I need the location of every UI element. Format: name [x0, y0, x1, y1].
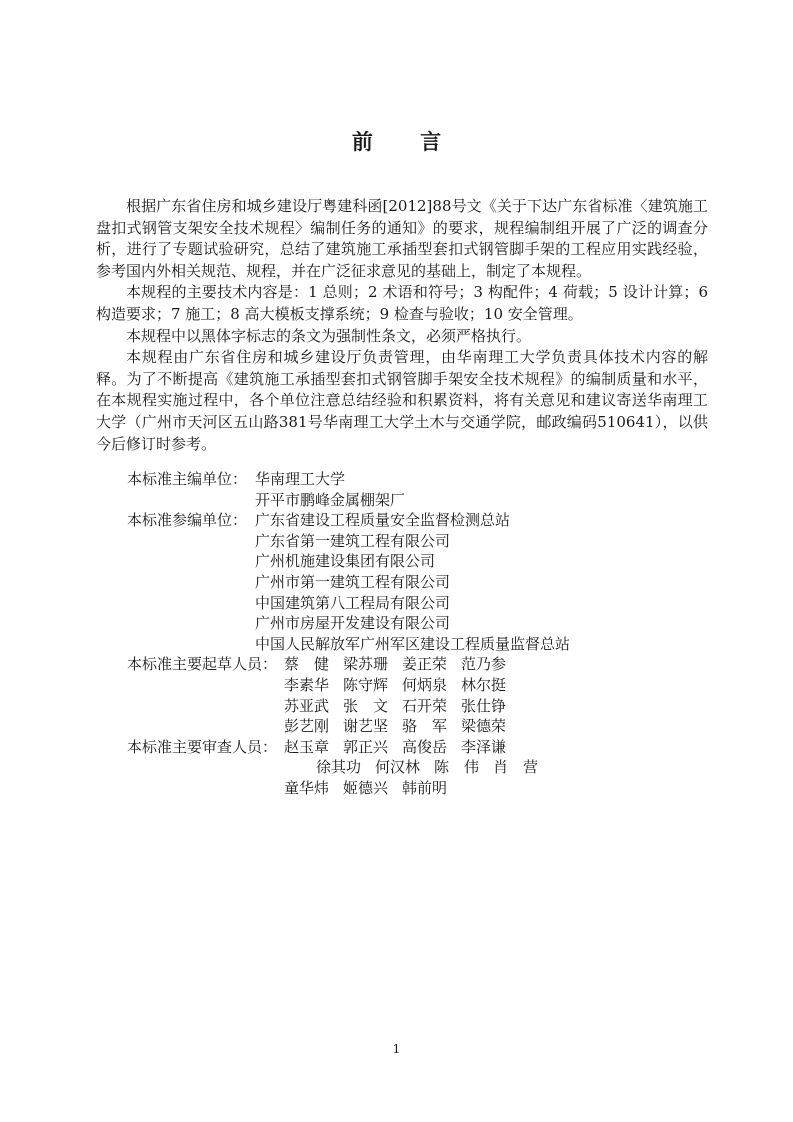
drafters-row	[127, 675, 687, 696]
chief-editor-row	[127, 490, 687, 511]
drafter-name: 李素华	[284, 675, 330, 694]
reviewer-name: 郭正兴	[343, 737, 389, 756]
participating-unit-row	[127, 634, 687, 655]
reviewer-name: 徐其功	[316, 758, 362, 777]
reviewers-row	[127, 778, 687, 799]
drafter-name: 彭艺刚	[284, 717, 330, 736]
participating-unit: 广东省第一建筑工程有限公司	[255, 531, 451, 550]
reviewer-name: 韩前明	[402, 778, 448, 797]
participating-unit: 中国建筑第八工程局有限公司	[255, 593, 451, 612]
drafter-name: 蔡 健	[284, 655, 330, 674]
page-title: 前 言	[351, 129, 462, 154]
participating-unit: 广东省建设工程质量安全监督检测总站	[255, 511, 511, 530]
participating-unit-row	[127, 613, 687, 634]
participating-unit: 广州市房屋开发建设有限公司	[255, 614, 451, 633]
participating-units-label: 本标准参编单位：	[127, 511, 248, 530]
reviewers-row	[127, 757, 687, 778]
participating-unit-row	[127, 531, 687, 552]
participating-unit-row	[127, 593, 687, 614]
drafter-name: 石开荣	[402, 696, 448, 715]
drafters-row	[127, 696, 687, 717]
preface-paragraph: 本规程中以黑体字标志的条文为强制性条文，必须严格执行。	[126, 326, 532, 345]
chief-editor-unit: 开平市鹏峰金属棚架厂	[255, 490, 406, 509]
reviewer-name: 李泽谦	[461, 737, 507, 756]
participating-unit: 广州机施建设集团有限公司	[255, 552, 436, 571]
reviewer-name: 何汉林	[375, 758, 421, 777]
participating-unit-row	[127, 510, 687, 531]
drafters-row	[127, 654, 687, 675]
preface-paragraph: 本规程由广东省住房和城乡建设厅负责管理，由华南理工大学负责具体技术内容的解释。为了不断提高《建筑施工承插型套扣式钢管脚手架安全技术规程》的编制质量和水平，在本规程实施过程中，各个单位注意总结经验和积累资料，将有关意见和建议寄送华南理工大学（广州市天河区五山路381号华南理工大学土木与交通学院，邮政编码510641），以供今后修订时参考。	[96, 348, 708, 453]
drafters-row	[127, 716, 687, 737]
reviewer-name: 高俊岳	[402, 737, 448, 756]
drafter-name: 张仕铮	[461, 696, 507, 715]
chief-editors-label: 本标准主编单位：	[127, 470, 248, 488]
chief-editor-row	[127, 469, 687, 490]
drafter-name: 陈守辉	[343, 675, 389, 694]
drafter-name: 苏亚武	[284, 696, 330, 715]
preface-body	[96, 196, 708, 455]
reviewer-name: 肖 营	[493, 758, 539, 777]
drafter-name: 梁苏珊	[343, 655, 389, 674]
participating-unit: 中国人民解放军广州军区建设工程质量监督总站	[255, 634, 571, 653]
participating-unit-row	[127, 551, 687, 572]
drafters-label: 本标准主要起草人员：	[127, 655, 278, 674]
drafter-name: 何炳泉	[402, 675, 448, 694]
participating-unit: 广州市第一建筑工程有限公司	[255, 572, 451, 591]
page-number: 1	[392, 1042, 401, 1056]
reviewer-name: 陈 伟	[434, 758, 480, 777]
credits-section	[127, 469, 687, 799]
drafter-name: 梁德荣	[461, 717, 507, 736]
drafter-name: 骆 军	[402, 717, 448, 736]
preface-paragraph: 根据广东省住房和城乡建设厅粤建科函[2012]88号文《关于下达广东省标准〈建筑施工盘扣式钢管支架安全技术规程〉编制任务的通知》的要求，规程编制组开展了广泛的调查分析，进行了专题试验研究，总结了建筑施工承插型套扣式钢管脚手架的工程应用实践经验，参考国内外相关规范、规程，并在广泛征求意见的基础上，制定了本规程。	[96, 197, 708, 280]
reviewer-name: 童华炜	[284, 778, 330, 797]
preface-paragraph: 本规程的主要技术内容是：1 总则；2 术语和符号；3 构配件；4 荷载；5 设计计算；6 构造要求；7 施工；8 高大模板支撑系统；9 检查与验收；10 安全管理。	[96, 283, 708, 323]
drafter-name: 张 文	[343, 696, 389, 715]
chief-editor-unit: 华南理工大学	[255, 470, 346, 488]
reviewer-name: 赵玉章	[284, 737, 330, 756]
reviewers-row	[127, 737, 687, 758]
drafter-name: 范乃参	[461, 655, 507, 674]
reviewer-name: 姬德兴	[343, 778, 389, 797]
drafter-name: 谢艺坚	[343, 717, 389, 736]
participating-unit-row	[127, 572, 687, 593]
drafter-name: 林尔挺	[461, 675, 507, 694]
drafter-name: 姜正荣	[402, 655, 448, 674]
reviewers-label: 本标准主要审查人员：	[127, 737, 278, 756]
